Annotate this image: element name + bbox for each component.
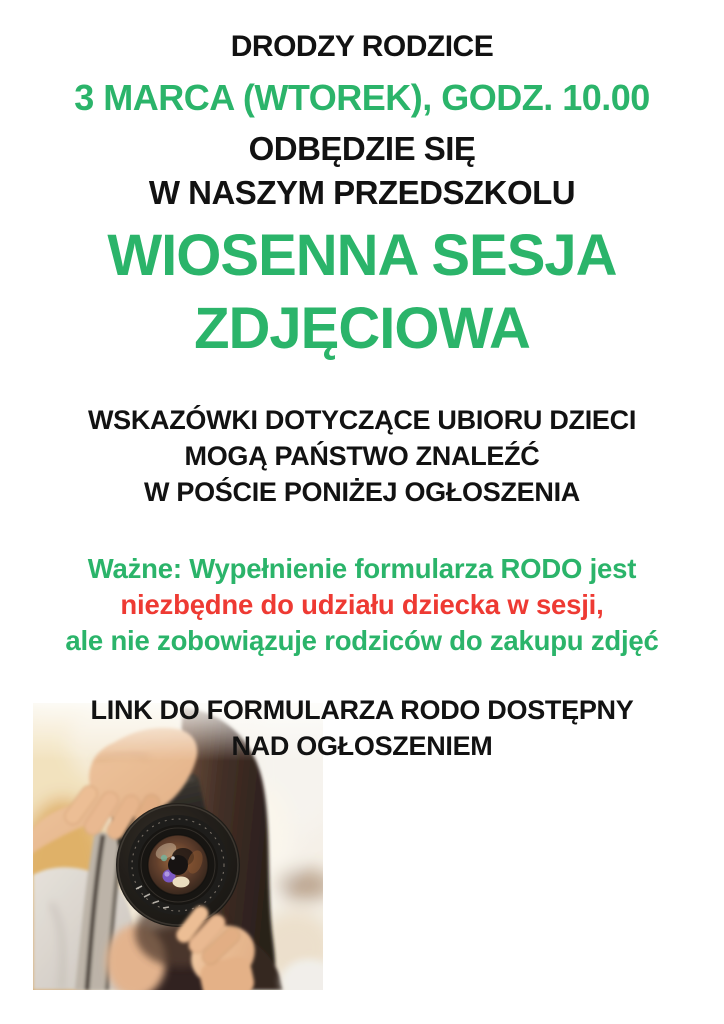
- clothing-info-line3: W POŚCIE PONIŻEJ OGŁOSZENIA: [144, 477, 580, 507]
- clothing-info-line2: MOGĄ PAŃSTWO ZNALEŹĆ: [184, 441, 540, 471]
- main-title-line1: WIOSENNA SESJA: [107, 223, 617, 288]
- date-line: 3 MARCA (WTOREK), GODZ. 10.00: [74, 77, 650, 118]
- location-line: W NASZYM PRZEDSZKOLU: [148, 174, 576, 211]
- rodo-note-line1: Ważne: Wypełnienie formularza RODO jest: [87, 553, 637, 584]
- clothing-info-line1: WSKAZÓWKI DOTYCZĄCE UBIORU DZIECI: [87, 405, 637, 435]
- rodo-link-note-line2: NAD OGŁOSZENIEM: [231, 731, 493, 761]
- main-title-line2: ZDJĘCIOWA: [194, 296, 530, 361]
- rodo-link-note-line1: LINK DO FORMULARZA RODO DOSTĘPNY: [90, 695, 634, 725]
- rodo-link-note: [0, 692, 724, 764]
- clothing-info: [0, 402, 724, 510]
- greeting-line: DRODZY RODZICE: [230, 30, 494, 63]
- will-take-place-line: ODBĘDZIE SIĘ: [248, 130, 476, 167]
- rodo-note-line2: niezbędne do udziału dziecka w sesji,: [120, 589, 604, 620]
- rodo-note: [0, 551, 724, 659]
- rodo-note-line3: ale nie zobowiązuje rodziców do zakupu zdjęć: [65, 625, 659, 656]
- main-title: [0, 219, 724, 365]
